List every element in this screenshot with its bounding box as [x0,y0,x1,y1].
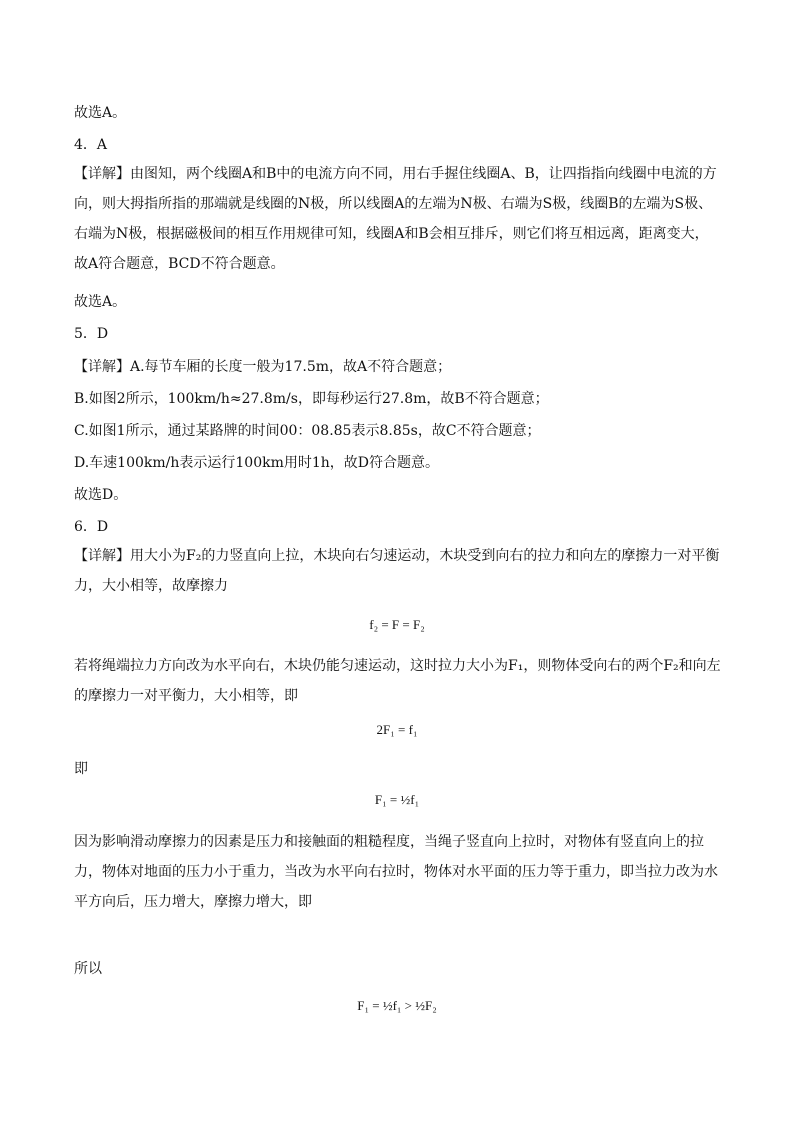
equation-3 [0,792,794,808]
text-line: 故选A。 [74,105,127,121]
explanation-paragraph: 因为影响滑动摩擦力的因素是压力和接触面的粗糙程度，当绳子竖直向上拉时，对物体有竖直向上的拉力，物体对地面的压力小于重力，当改为水平向右拉时，物体对水平面的压力等于重力，即当拉力改为水平方向后，压力增大，摩擦力增大，即 [74,834,718,910]
equation-2 [0,722,794,738]
equation-1-text: f₂ = F = F₂ [369,617,425,632]
equation-2-text: 2F₁ = f₁ [376,722,418,737]
equation-3-text: F₁ = ½f₁ [374,792,420,807]
text-line: 所以 [74,961,102,977]
text-line: 故选A。 [74,294,127,310]
explanation-paragraph-6: 【详解】用大小为F₂的力竖直向上拉，木块向右匀速运动，木块受到向右的拉力和向左的摩擦力一对平衡力，大小相等，故摩擦力 [74,548,720,594]
answer-heading-6: 6．D [74,519,109,535]
equation-4 [0,998,794,1014]
equation-4-text: F₁ = ½f₁ > ½F₂ [357,998,437,1013]
explanation-line: B.如图2所示，100km/h≈27.8m/s，即每秒运行27.8m，故B不符合题意； [74,391,549,407]
explanation-line: 【详解】A.每节车厢的长度一般为17.5m，故A不符合题意； [74,359,452,375]
explanation-line: C.如图1所示，通过某路牌的时间00：08.85表示8.85s，故C不符合题意； [74,423,541,439]
explanation-paragraph-4: 【详解】由图知，两个线圈A和B中的电流方向不同，用右手握住线圈A、B，让四指指向线圈中电流的方向，则大拇指所指的那端就是线圈的N极，所以线圈A的左端为N极、右端为S极，线圈B的左端为S极、右端为N极，根据磁极间的相互作用规律可知，线圈A和B会相互排斥，则它们将互相远离，距离变大，故A符合题意，BCD不符合题意。 [74,166,717,272]
equation-1 [0,617,794,633]
explanation-paragraph: 若将绳端拉力方向改为水平向右，木块仍能匀速运动，这时拉力大小为F₁，则物体受向右的两个F₂和向左的摩擦力一对平衡力，大小相等，即 [74,658,721,704]
explanation-line: D.车速100km/h表示运行100km用时1h，故D符合题意。 [74,455,440,471]
answer-heading-5: 5．D [74,326,109,342]
answer-heading-4: 4．A [74,137,108,153]
text-line: 故选D。 [74,487,128,503]
text-line: 即 [74,761,88,777]
